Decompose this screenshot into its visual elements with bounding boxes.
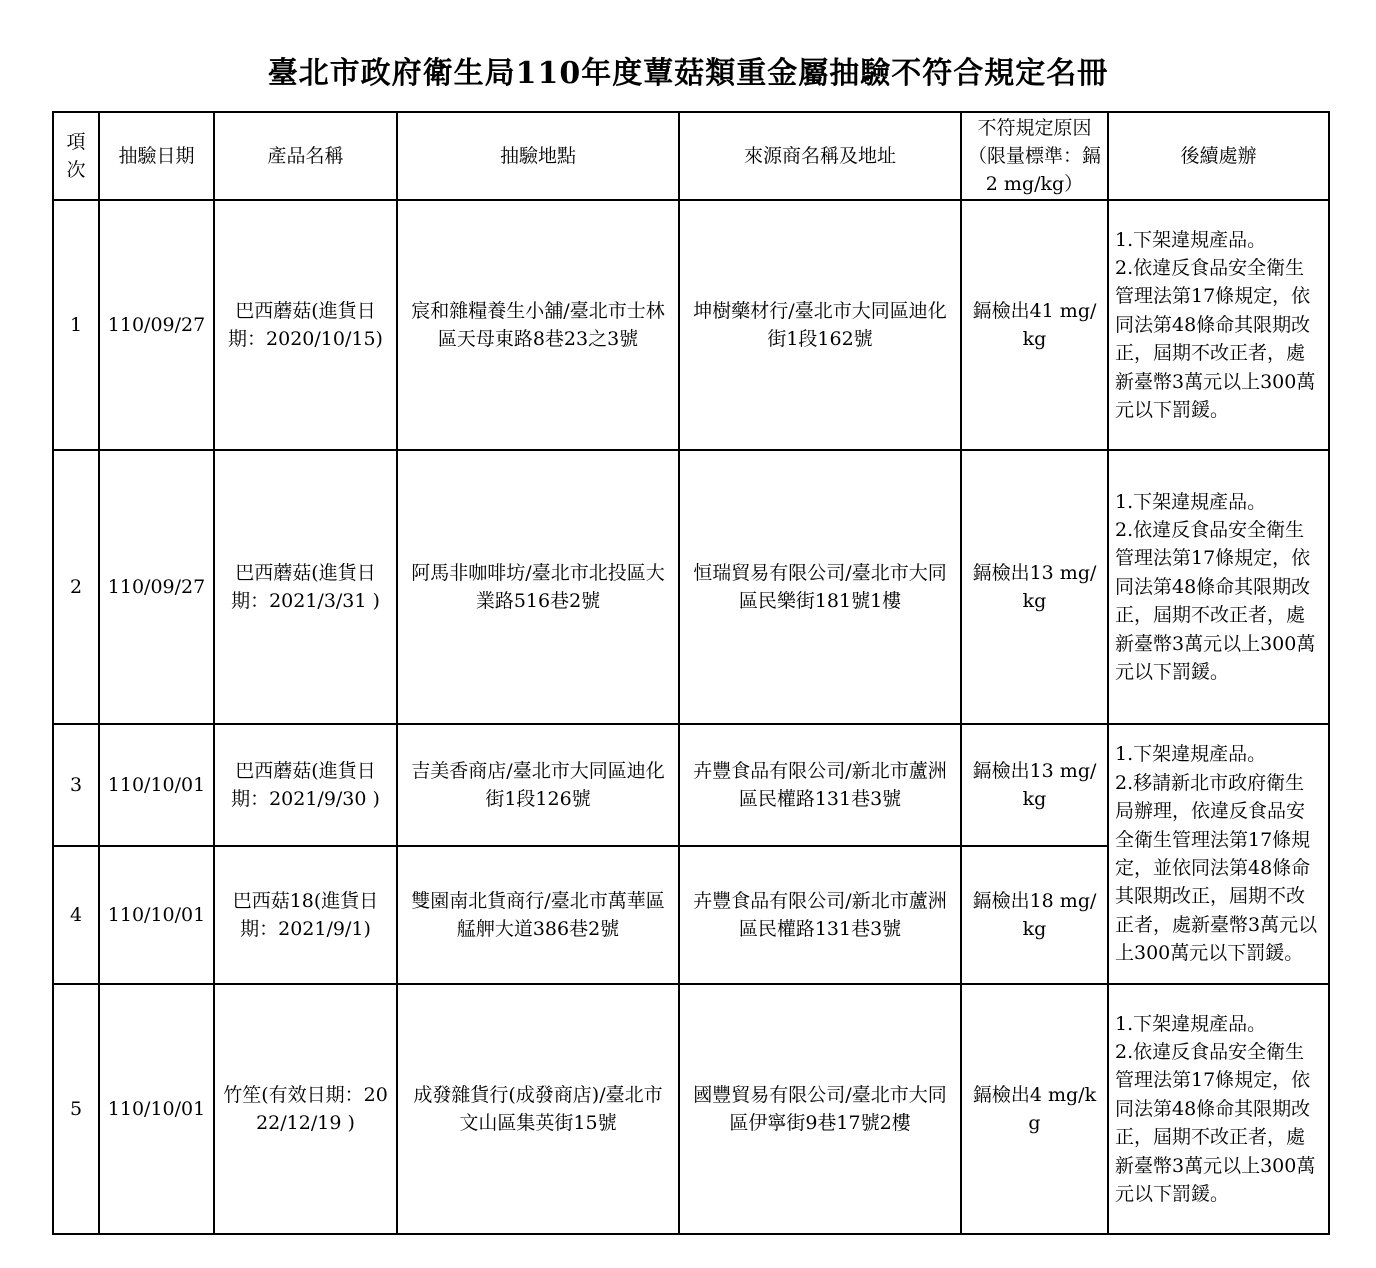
cell-no: 3 bbox=[53, 724, 99, 846]
cell-location: 雙園南北貨商行/臺北市萬華區艋舺大道386巷2號 bbox=[397, 846, 679, 984]
cell-source: 恒瑞貿易有限公司/臺北市大同區民樂街181號1樓 bbox=[679, 450, 961, 724]
cell-reason: 鎘檢出13 mg/kg bbox=[961, 724, 1108, 846]
cell-reason: 鎘檢出41 mg/kg bbox=[961, 200, 1108, 450]
cell-action: 1.下架違規產品。 2.移請新北市政府衛生局辦理，依違反食品安全衛生管理法第17條規定，並依同法第48條命其限期改正，屆期不改正者，處新臺幣3萬元以上300萬元以下罰鍰。 bbox=[1108, 724, 1329, 984]
table-header-row bbox=[53, 112, 1329, 200]
cell-source: 國豐貿易有限公司/臺北市大同區伊寧街9巷17號2樓 bbox=[679, 984, 961, 1234]
cell-product: 巴西蘑菇(進貨日期：2020/10/15) bbox=[214, 200, 397, 450]
header-location: 抽驗地點 bbox=[397, 112, 679, 200]
header-action: 後續處辦 bbox=[1108, 112, 1329, 200]
violation-table bbox=[52, 111, 1330, 1235]
cell-product: 巴西蘑菇(進貨日期：2021/9/30 ) bbox=[214, 724, 397, 846]
header-date: 抽驗日期 bbox=[99, 112, 214, 200]
cell-no: 2 bbox=[53, 450, 99, 724]
cell-reason: 鎘檢出13 mg/kg bbox=[961, 450, 1108, 724]
cell-action: 1.下架違規產品。 2.依違反食品安全衛生管理法第17條規定，依同法第48條命其限期改正，屆期不改正者，處新臺幣3萬元以上300萬元以下罰鍰。 bbox=[1108, 450, 1329, 724]
cell-action: 1.下架違規產品。 2.依違反食品安全衛生管理法第17條規定，依同法第48條命其限期改正，屆期不改正者，處新臺幣3萬元以上300萬元以下罰鍰。 bbox=[1108, 984, 1329, 1234]
cell-product: 竹笙(有效日期：2022/12/19 ) bbox=[214, 984, 397, 1234]
header-product: 產品名稱 bbox=[214, 112, 397, 200]
header-reason: 不符規定原因（限量標準：鎘 2 mg/kg） bbox=[961, 112, 1108, 200]
cell-product: 巴西蘑菇(進貨日期：2021/3/31 ) bbox=[214, 450, 397, 724]
header-no: 項次 bbox=[53, 112, 99, 200]
table-row bbox=[53, 450, 1329, 724]
cell-source: 卉豐食品有限公司/新北市蘆洲區民權路131巷3號 bbox=[679, 846, 961, 984]
cell-no: 4 bbox=[53, 846, 99, 984]
cell-date: 110/10/01 bbox=[99, 724, 214, 846]
cell-reason: 鎘檢出18 mg/kg bbox=[961, 846, 1108, 984]
cell-action: 1.下架違規產品。 2.依違反食品安全衛生管理法第17條規定，依同法第48條命其限期改正，屆期不改正者，處新臺幣3萬元以上300萬元以下罰鍰。 bbox=[1108, 200, 1329, 450]
page-title: 臺北市政府衛生局110年度蕈菇類重金屬抽驗不符合規定名冊 bbox=[267, 56, 1109, 91]
table-row bbox=[53, 724, 1329, 846]
cell-source: 坤樹藥材行/臺北市大同區迪化街1段162號 bbox=[679, 200, 961, 450]
cell-location: 吉美香商店/臺北市大同區迪化街1段126號 bbox=[397, 724, 679, 846]
cell-date: 110/09/27 bbox=[99, 450, 214, 724]
cell-product: 巴西菇18(進貨日期：2021/9/1) bbox=[214, 846, 397, 984]
cell-date: 110/09/27 bbox=[99, 200, 214, 450]
cell-location: 成發雜貨行(成發商店)/臺北市文山區集英街15號 bbox=[397, 984, 679, 1234]
cell-date: 110/10/01 bbox=[99, 984, 214, 1234]
cell-no: 1 bbox=[53, 200, 99, 450]
header-source: 來源商名稱及地址 bbox=[679, 112, 961, 200]
cell-date: 110/10/01 bbox=[99, 846, 214, 984]
cell-no: 5 bbox=[53, 984, 99, 1234]
table-row bbox=[53, 200, 1329, 450]
cell-reason: 鎘檢出4 mg/kg bbox=[961, 984, 1108, 1234]
cell-location: 宸和雜糧養生小舖/臺北市士林區天母東路8巷23之3號 bbox=[397, 200, 679, 450]
cell-location: 阿馬非咖啡坊/臺北市北投區大業路516巷2號 bbox=[397, 450, 679, 724]
cell-source: 卉豐食品有限公司/新北市蘆洲區民權路131巷3號 bbox=[679, 724, 961, 846]
table-row bbox=[53, 984, 1329, 1234]
